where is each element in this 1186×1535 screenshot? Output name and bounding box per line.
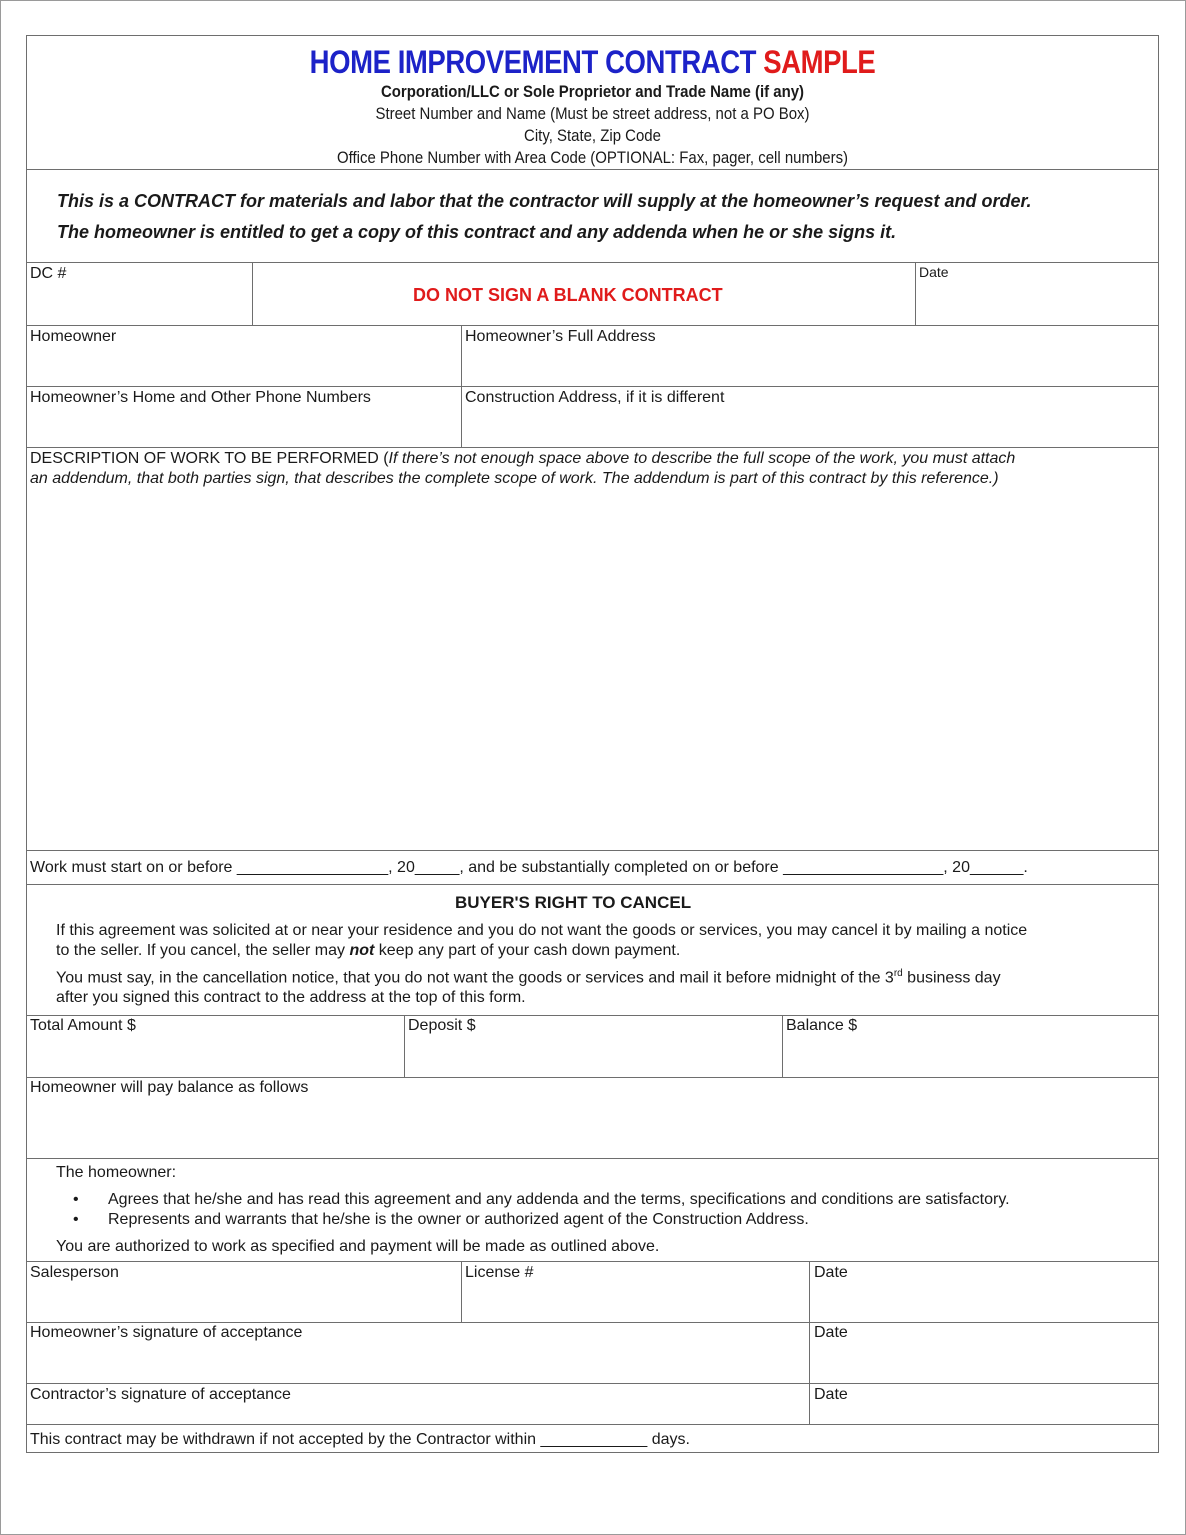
company-name-line: Corporation/LLC or Sole Proprietor and Trade Name (if any) bbox=[380, 82, 805, 101]
cancel-text-c: keep any part of your cash down payment. bbox=[374, 942, 681, 959]
construction-address-field[interactable]: Construction Address, if it is different bbox=[465, 389, 725, 406]
work-description-title: DESCRIPTION OF WORK TO BE PERFORMED ( bbox=[30, 450, 389, 467]
withdrawal-clause[interactable]: This contract may be withdrawn if not accepted by the Contractor within ____________ days. bbox=[30, 1431, 690, 1448]
acknowledgement-bullet-2: Represents and warrants that he/she is the owner or authorized agent of the Construction Address. bbox=[108, 1211, 809, 1228]
work-schedule-line[interactable]: Work must start on or before _________________, 20_____, and be substantially completed on or before __________________, 20______. bbox=[30, 859, 1028, 876]
page-title bbox=[106, 44, 1079, 81]
balance-field[interactable]: Balance $ bbox=[786, 1017, 858, 1034]
ordinal-suffix: rd bbox=[893, 968, 903, 979]
divider bbox=[27, 1158, 1158, 1159]
contract-form bbox=[26, 35, 1159, 1453]
acknowledgement-bullet-1: Agrees that he/she and has read this agreement and any addenda and the terms, specifications and conditions are satisfactory. bbox=[108, 1191, 1010, 1208]
cancel-paragraph-2-line2: after you signed this contract to the address at the top of this form. bbox=[56, 989, 526, 1006]
homeowner-field[interactable]: Homeowner bbox=[30, 328, 117, 345]
date-field[interactable]: Date bbox=[919, 264, 949, 280]
blank-contract-warning: DO NOT SIGN A BLANK CONTRACT bbox=[413, 285, 723, 305]
dc-number-field[interactable]: DC # bbox=[30, 265, 67, 282]
contractor-signature-field[interactable]: Contractor’s signature of acceptance bbox=[30, 1386, 291, 1403]
divider bbox=[27, 262, 1158, 263]
salesperson-field[interactable]: Salesperson bbox=[30, 1264, 119, 1281]
work-description-note-1: If there’s not enough space above to describe the full scope of the work, you must attach bbox=[388, 450, 1016, 467]
authorization-statement: You are authorized to work as specified and payment will be made as outlined above. bbox=[56, 1238, 660, 1255]
work-description-area[interactable] bbox=[30, 496, 1150, 846]
divider bbox=[27, 1322, 1158, 1323]
cancel-text-e: business day bbox=[902, 969, 1001, 987]
license-field[interactable]: License # bbox=[465, 1264, 534, 1281]
cancel-not-emphasis: not bbox=[349, 942, 375, 959]
divider bbox=[27, 1261, 1158, 1262]
acknowledgement-intro: The homeowner: bbox=[56, 1164, 177, 1181]
divider bbox=[27, 1383, 1158, 1384]
title-main: HOME IMPROVEMENT CONTRACT bbox=[309, 44, 757, 80]
street-line: Street Number and Name (Must be street address, not a PO Box) bbox=[375, 104, 810, 123]
contract-notice-line2: The homeowner is entitled to get a copy of this contract and any addenda when he or she signs it. bbox=[57, 222, 897, 242]
divider bbox=[252, 262, 253, 325]
work-description-label bbox=[30, 450, 1015, 468]
divider bbox=[27, 884, 1158, 885]
cancel-paragraph-1-line2 bbox=[56, 942, 680, 960]
balance-terms-field[interactable]: Homeowner will pay balance as follows bbox=[30, 1079, 309, 1096]
work-description-note-2: an addendum, that both parties sign, that describes the complete scope of work. The addendum is part of this contract by this reference.) bbox=[30, 470, 999, 487]
cancel-paragraph-1-line1: If this agreement was solicited at or near your residence and you do not want the goods or services, you may cancel it by mailing a notice bbox=[56, 922, 1028, 939]
homeowner-address-field[interactable]: Homeowner’s Full Address bbox=[465, 328, 656, 345]
cancel-paragraph-2-line1 bbox=[56, 968, 1001, 987]
phone-line: Office Phone Number with Area Code (OPTIONAL: Fax, pager, cell numbers) bbox=[336, 148, 849, 167]
divider bbox=[809, 1261, 810, 1424]
bullet-icon: • bbox=[73, 1191, 79, 1208]
homeowner-phones-field[interactable]: Homeowner’s Home and Other Phone Numbers bbox=[30, 389, 371, 406]
homeowner-signature-date-field[interactable]: Date bbox=[814, 1324, 848, 1341]
divider bbox=[27, 1077, 1158, 1078]
cancel-text-a: to the seller. If you cancel, the seller may bbox=[56, 942, 350, 959]
salesperson-date-field[interactable]: Date bbox=[814, 1264, 848, 1281]
cancel-heading: BUYER'S RIGHT TO CANCEL bbox=[455, 893, 692, 912]
divider bbox=[27, 386, 1158, 387]
divider bbox=[27, 850, 1158, 851]
divider bbox=[27, 447, 1158, 448]
divider bbox=[461, 1261, 462, 1322]
divider bbox=[27, 325, 1158, 326]
divider bbox=[404, 1015, 405, 1077]
divider bbox=[782, 1015, 783, 1077]
city-line: City, State, Zip Code bbox=[524, 126, 661, 145]
contract-notice-line1: This is a CONTRACT for materials and labor that the contractor will supply at the homeowner’s request and order. bbox=[57, 191, 1032, 211]
divider bbox=[915, 262, 916, 325]
cancel-text-d: You must say, in the cancellation notice, that you do not want the goods or services and mail it before midnight of the 3 bbox=[56, 969, 894, 987]
bullet-icon: • bbox=[73, 1211, 79, 1228]
homeowner-signature-field[interactable]: Homeowner’s signature of acceptance bbox=[30, 1324, 303, 1341]
title-sample: SAMPLE bbox=[763, 44, 876, 80]
divider bbox=[27, 169, 1158, 170]
deposit-field[interactable]: Deposit $ bbox=[408, 1017, 476, 1034]
divider bbox=[27, 1424, 1158, 1425]
total-amount-field[interactable]: Total Amount $ bbox=[30, 1017, 136, 1034]
divider bbox=[27, 1015, 1158, 1016]
contractor-signature-date-field[interactable]: Date bbox=[814, 1386, 848, 1403]
